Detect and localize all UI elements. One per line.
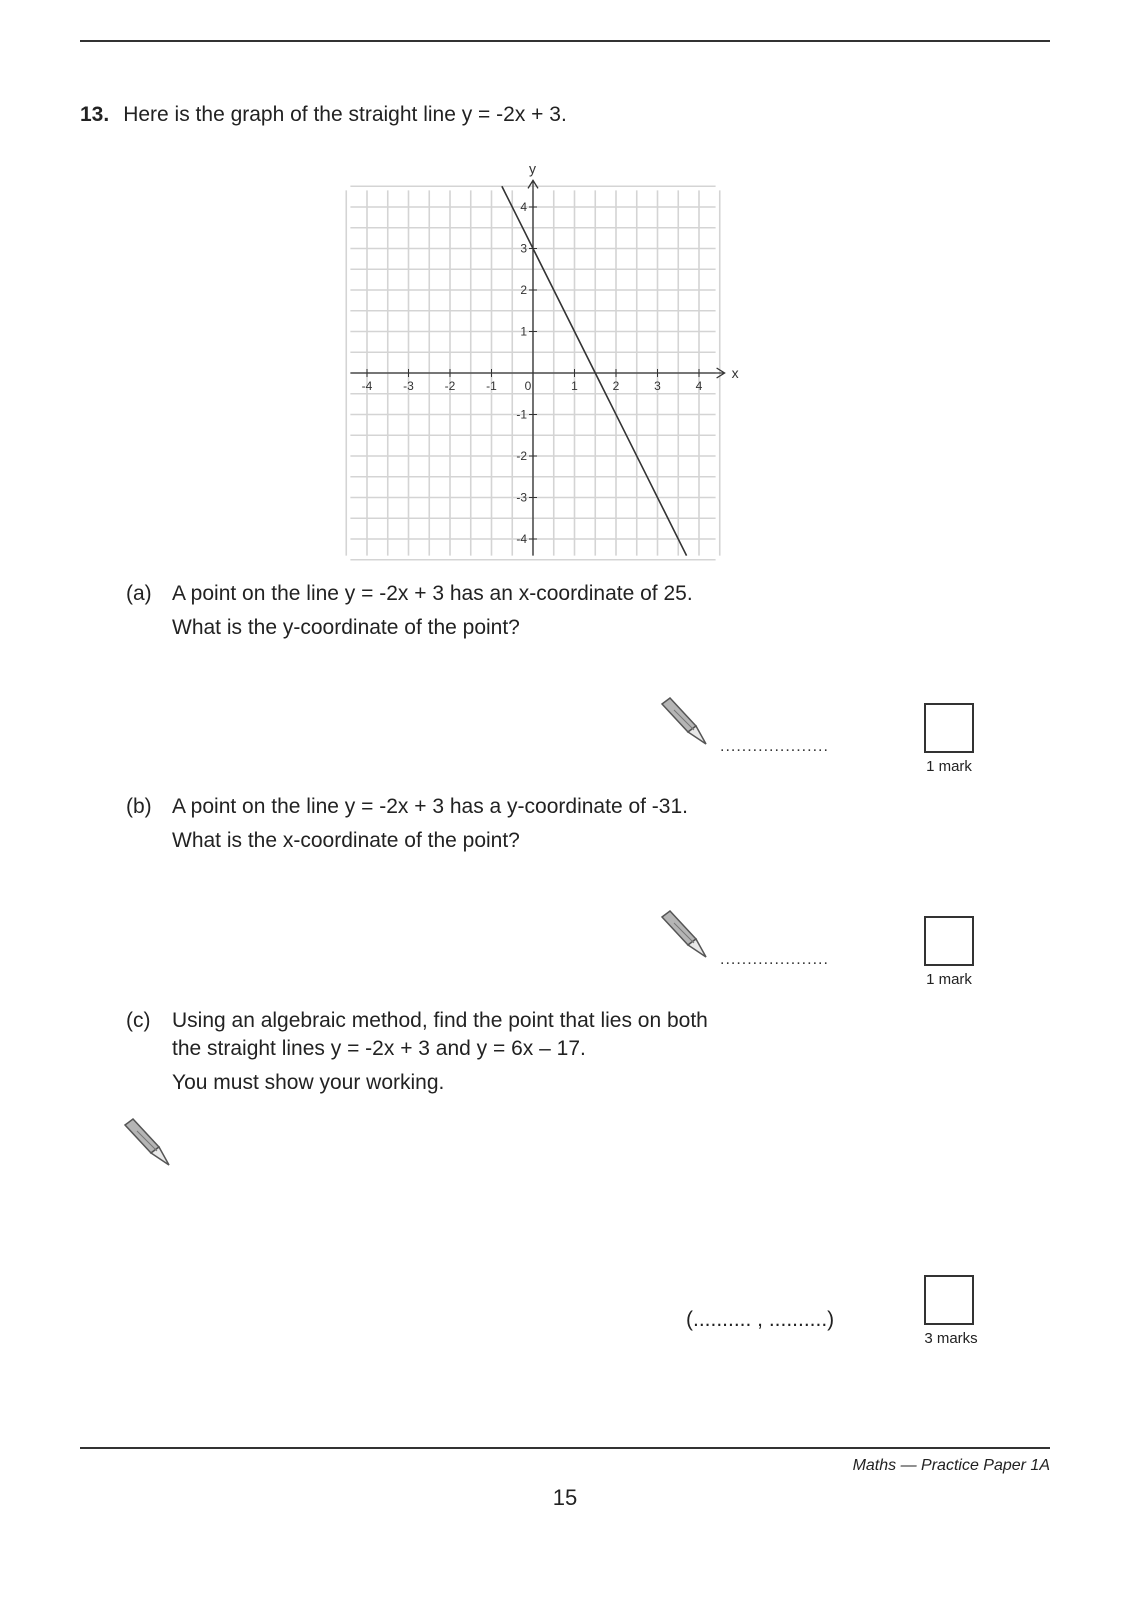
x-tick-label: -3	[403, 379, 414, 393]
page-number: 15	[552, 1485, 578, 1510]
answer-line-a[interactable]: ....................	[720, 738, 829, 755]
mark-box-a[interactable]	[924, 703, 974, 753]
mark-box-b[interactable]	[924, 916, 974, 966]
x-tick-label: -4	[361, 379, 373, 393]
top-rule	[80, 40, 1050, 42]
marks-c: 3 marks	[924, 1330, 978, 1347]
pencil-icon	[656, 696, 712, 752]
marks-a: 1 mark	[926, 758, 972, 775]
marks-b: 1 mark	[926, 971, 972, 988]
part-b-line1: A point on the line y = -2x + 3 has a y-coordinate of -31.	[172, 795, 688, 818]
x-tick-label: 1	[571, 379, 578, 393]
x-axis-label: x	[731, 365, 739, 381]
line-graph	[340, 150, 760, 580]
question-text: Here is the graph of the straight line y = -2x + 3.	[123, 103, 567, 126]
y-tick-label: -3	[516, 490, 527, 505]
part-b-label: (b)	[126, 795, 152, 818]
x-tick-label: 2	[612, 379, 620, 393]
y-tick-label: 1	[520, 324, 527, 339]
y-tick-label: -4	[516, 532, 527, 546]
bottom-rule	[80, 1447, 1050, 1449]
y-tick-label: 4	[520, 200, 527, 214]
question-number: 13.	[80, 103, 110, 126]
y-axis-label: y	[529, 160, 536, 177]
pencil-icon	[656, 909, 712, 965]
y-tick-label: 3	[520, 241, 527, 256]
part-a-line2: What is the y-coordinate of the point?	[172, 616, 520, 639]
y-tick-label: -1	[516, 407, 527, 422]
pencil-icon	[119, 1117, 175, 1173]
part-a-line1: A point on the line y = -2x + 3 has an x-coordinate of 25.	[172, 582, 693, 605]
part-c-line2: the straight lines y = -2x + 3 and y = 6x – 17.	[172, 1037, 586, 1060]
x-tick-label: -2	[444, 379, 456, 393]
question-heading	[80, 103, 567, 127]
part-b-line2: What is the x-coordinate of the point?	[172, 829, 520, 852]
x-tick-label: 0	[524, 379, 532, 393]
answer-coordinates-c[interactable]: (.......... , ..........)	[686, 1308, 835, 1331]
part-c-line3: You must show your working.	[172, 1071, 445, 1094]
paper-title: Maths — Practice Paper 1A	[852, 1457, 1050, 1474]
y-tick-label: -2	[516, 449, 527, 463]
mark-box-c[interactable]	[924, 1275, 974, 1325]
part-c-label: (c)	[126, 1009, 151, 1032]
x-tick-label: 3	[654, 379, 661, 393]
y-tick-label: 2	[520, 283, 527, 297]
x-tick-label: 4	[695, 379, 703, 393]
part-a-label: (a)	[126, 582, 152, 605]
part-c-line1: Using an algebraic method, find the point that lies on both	[172, 1009, 708, 1032]
series-line	[502, 186, 687, 555]
x-tick-label: -1	[486, 379, 497, 393]
answer-line-b[interactable]: ....................	[720, 951, 829, 968]
